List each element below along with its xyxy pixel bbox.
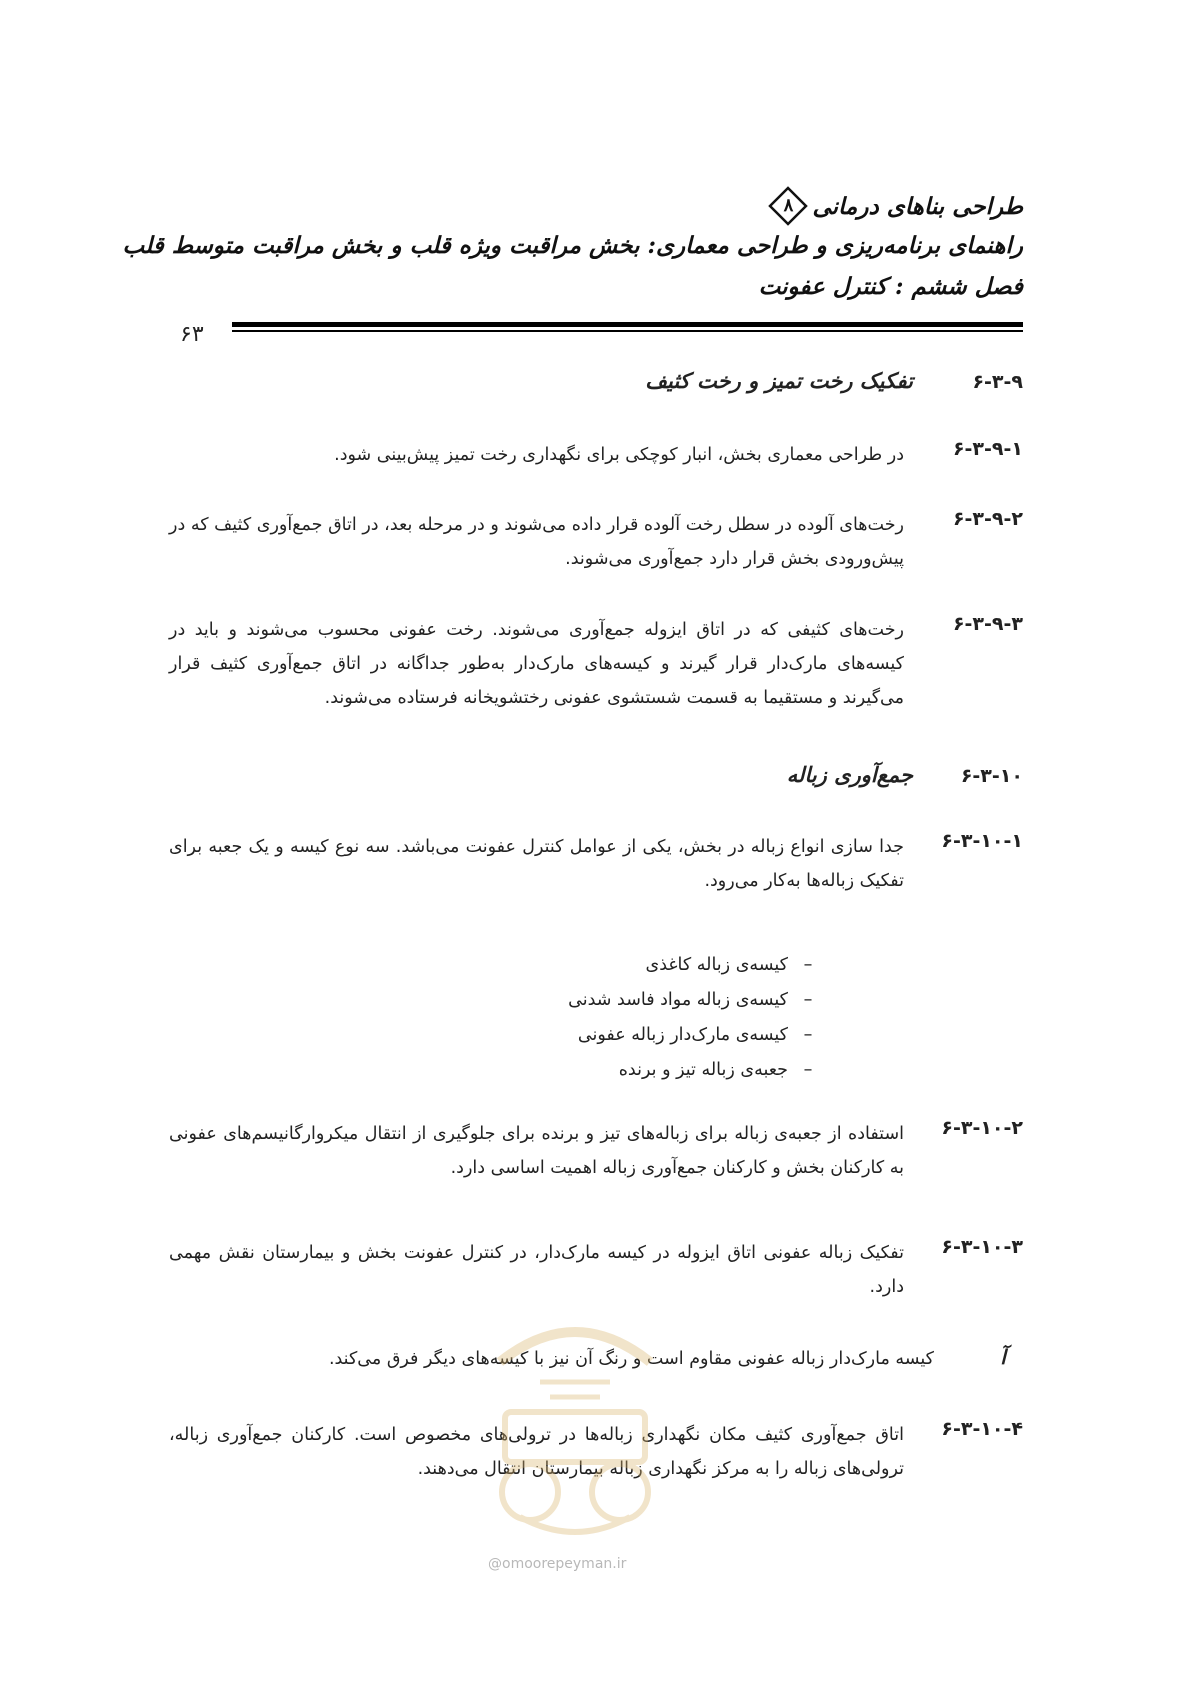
watermark-url: @omoorepeyman.ir — [488, 1556, 627, 1572]
paragraph-text: رخت‌های آلوده در سطل رخت آلوده قرار داده می‌شوند و در مرحله بعد، در اتاق جمع‌آوری کثیف که در پیش‌ورودی بخش قرار دارد جمع‌آوری می‌شوند. — [169, 515, 904, 569]
dash-icon: – — [803, 990, 813, 1010]
dash-icon: – — [803, 955, 813, 975]
book-subtitle: راهنمای برنامه‌ریزی و طراحی معماری: بخش مراقبت ویژه قلب و بخش مراقبت متوسط قلب — [122, 232, 1023, 259]
waste-type-list — [568, 948, 828, 1088]
paragraph-number: ۶-۳-۱۰-۱ — [941, 830, 1023, 852]
book-title: طراحی بناهای درمانی — [812, 192, 1023, 220]
paragraph-text: رخت‌های کثیفی که در اتاق ایزوله جمع‌آوری می‌شوند. رخت عفونی محسوب می‌شوند و باید در کیسه‌های مارک‌دار قرار گیرند و کیسه‌های مارک‌دار به‌طور جداگانه در اتاق جمع‌آوری کثیف قرار می‌گیرند و مستقیما به قسمت شستشوی عفونی رختشویخانه فرستاده می‌شوند. — [169, 620, 904, 708]
watermark-gear-right — [592, 1464, 648, 1520]
dash-icon: – — [803, 1025, 813, 1045]
paragraph-text: جدا سازی انواع زباله در بخش، یکی از عوامل کنترل عفونت می‌باشد. سه نوع کیسه و یک جعبه برای تفکیک زباله‌ها به‌کار می‌رود. — [169, 837, 904, 891]
paragraph-number: ۶-۳-۱۰-۴ — [941, 1418, 1023, 1440]
list-item: –جعبه‌ی زباله تیز و برنده — [568, 1053, 828, 1088]
numbered-paragraph — [169, 508, 1023, 576]
chapter-title: فصل ششم : کنترل عفونت — [758, 273, 1023, 300]
watermark-logo — [470, 1302, 680, 1542]
section-heading — [787, 762, 1023, 787]
header-rule-thin — [232, 330, 1023, 332]
list-item: –کیسه‌ی زباله مواد فاسد شدنی — [568, 983, 828, 1018]
dash-icon: – — [803, 1060, 813, 1080]
note-text: کیسه مارک‌دار زباله عفونی مقاوم است و رنگ آن نیز با کیسه‌های دیگر فرق می‌کند. — [328, 1349, 934, 1369]
page-number: ۶۳ — [180, 322, 204, 347]
note-letter: آ — [1000, 1345, 1006, 1369]
paragraph-number: ۶-۳-۱۰-۳ — [941, 1236, 1023, 1258]
volume-number: ۸ — [783, 195, 794, 216]
paragraph-text: تفکیک زباله عفونی اتاق ایزوله در کیسه مارک‌دار، در کنترل عفونت بخش و بیمارستان نقش مهمی دارد. — [169, 1243, 904, 1297]
paragraph-number: ۶-۳-۹-۳ — [952, 613, 1023, 635]
watermark-band — [505, 1412, 645, 1462]
paragraph-text: اتاق جمع‌آوری کثیف مکان نگهداری زباله‌ها در ترولی‌های مخصوص است. کارکنان جمع‌آوری زباله، ترولی‌های زباله را به مرکز نگهداری زباله بیمارستان انتقال می‌دهند. — [169, 1425, 904, 1479]
paragraph-text: در طراحی معماری بخش، انبار کوچکی برای نگهداری رخت تمیز پیش‌بینی شود. — [334, 445, 904, 465]
section-number: ۶-۳-۹ — [972, 371, 1023, 393]
section-title: جمع‌آوری زباله — [786, 762, 913, 787]
list-item: –کیسه‌ی مارک‌دار زباله عفونی — [568, 1018, 828, 1053]
section-number: ۶-۳-۱۰ — [960, 765, 1023, 787]
section-title: تفکیک رخت تمیز و رخت کثیف — [645, 368, 913, 393]
paragraph-number: ۶-۳-۹-۱ — [952, 438, 1023, 460]
paragraph-text: استفاده از جعبه‌ی زباله برای زباله‌های تیز و برنده برای جلوگیری از انتقال میکروارگانیسم‌های عفونی به کارکنان بخش و کارکنان جمع‌آوری زباله اهمیت اساسی دارد. — [169, 1124, 904, 1178]
header-rule-thick — [232, 322, 1023, 327]
watermark-lines — [540, 1382, 610, 1397]
paragraph-number: ۶-۳-۱۰-۲ — [941, 1117, 1023, 1139]
book-title-line — [768, 186, 1023, 226]
paragraph-number: ۶-۳-۹-۲ — [952, 508, 1023, 530]
volume-badge — [768, 186, 808, 226]
watermark-arc — [500, 1332, 650, 1362]
numbered-paragraph — [169, 438, 1023, 472]
numbered-paragraph — [169, 1117, 1023, 1185]
numbered-paragraph — [169, 1236, 1023, 1304]
numbered-paragraph — [169, 613, 1023, 715]
watermark-gear-left — [502, 1464, 558, 1520]
list-item: –کیسه‌ی زباله کاغذی — [568, 948, 828, 983]
section-heading — [645, 368, 1023, 393]
numbered-paragraph — [169, 830, 1023, 898]
